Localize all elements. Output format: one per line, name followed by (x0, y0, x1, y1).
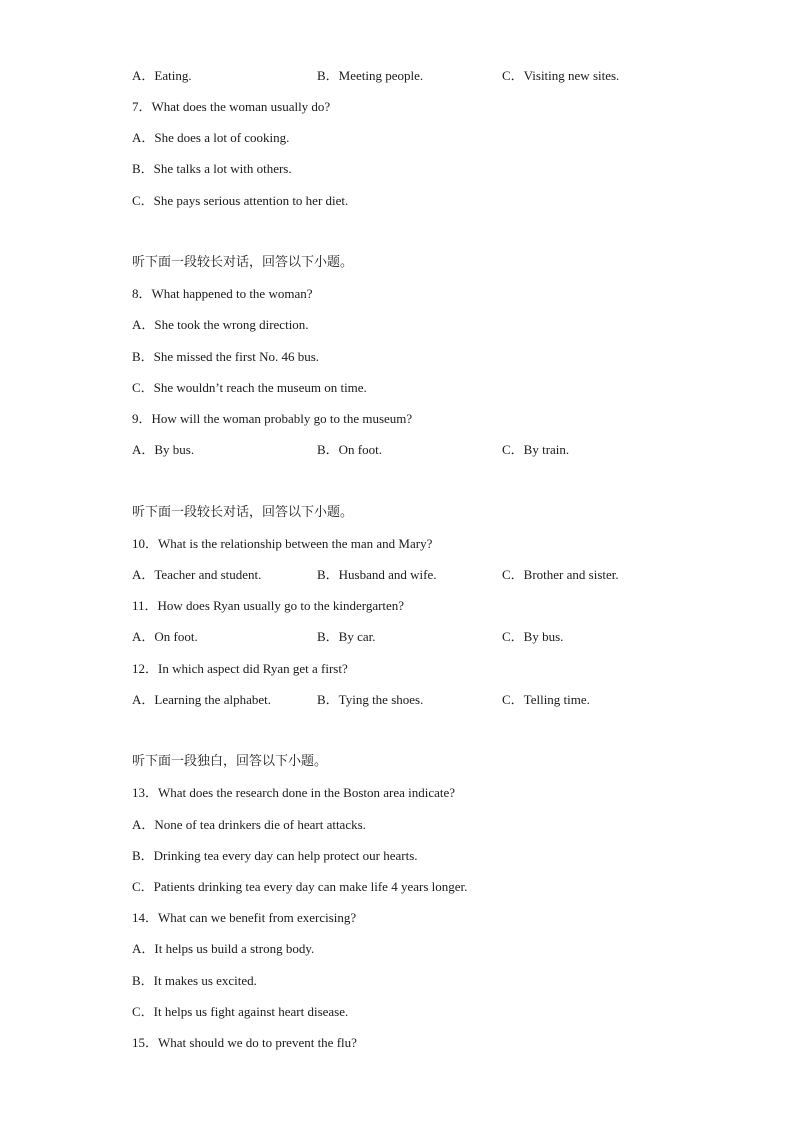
option-c: C．Visiting new sites. (502, 68, 620, 83)
question-11: 11．How does Ryan usually go to the kindergarten? (132, 598, 405, 613)
option-b: B．Drinking tea every day can help protect our hearts. (132, 848, 418, 863)
option-c: C．Brother and sister. (502, 567, 619, 582)
option-b: B．On foot. (317, 442, 383, 457)
question-15: 15．What should we do to prevent the flu? (132, 1035, 357, 1050)
question-10: 10．What is the relationship between the man and Mary? (132, 536, 433, 551)
option-b: B．Meeting people. (317, 68, 424, 83)
question-7: 7．What does the woman usually do? (132, 99, 331, 114)
question-14: 14．What can we benefit from exercising? (132, 910, 357, 925)
option-a: A．She does a lot of cooking. (132, 130, 290, 145)
question-12: 12．In which aspect did Ryan get a first? (132, 661, 348, 676)
option-c: C．Patients drinking tea every day can make life 4 years longer. (132, 879, 468, 894)
option-b: B．She talks a lot with others. (132, 161, 292, 176)
option-a: A．It helps us build a strong body. (132, 941, 315, 956)
section-heading: 听下面一段独白，回答以下小题。 (132, 754, 328, 769)
options-row-q12 (132, 692, 752, 708)
option-a: A．She took the wrong direction. (132, 317, 309, 332)
option-c: C．She pays serious attention to her diet. (132, 193, 349, 208)
option-a: A．Teacher and student. (132, 567, 262, 582)
option-c: C．It helps us fight against heart disease. (132, 1004, 349, 1019)
options-row-q9 (132, 442, 752, 458)
option-c: C．By bus. (502, 629, 564, 644)
option-b: B．By car. (317, 629, 376, 644)
option-a: A．By bus. (132, 442, 195, 457)
question-9: 9．How will the woman probably go to the museum? (132, 411, 413, 426)
option-b: B．It makes us excited. (132, 973, 257, 988)
options-row-q10 (132, 567, 752, 583)
option-a: A．Eating. (132, 68, 192, 83)
option-b: B．Tying the shoes. (317, 692, 424, 707)
option-c: C．Telling time. (502, 692, 590, 707)
options-row-q11 (132, 629, 752, 645)
question-13: 13．What does the research done in the Boston area indicate? (132, 785, 456, 800)
section-heading: 听下面一段较长对话，回答以下小题。 (132, 505, 354, 520)
option-c: C．She wouldn’t reach the museum on time. (132, 380, 367, 395)
option-a: A．Learning the alphabet. (132, 692, 271, 707)
option-b: B．She missed the first No. 46 bus. (132, 349, 320, 364)
option-a: A．On foot. (132, 629, 198, 644)
option-c: C．By train. (502, 442, 570, 457)
options-row-q6 (132, 68, 752, 84)
section-heading: 听下面一段较长对话，回答以下小题。 (132, 255, 354, 270)
question-8: 8．What happened to the woman? (132, 286, 313, 301)
option-b: B．Husband and wife. (317, 567, 437, 582)
option-a: A．None of tea drinkers die of heart attacks. (132, 817, 366, 832)
